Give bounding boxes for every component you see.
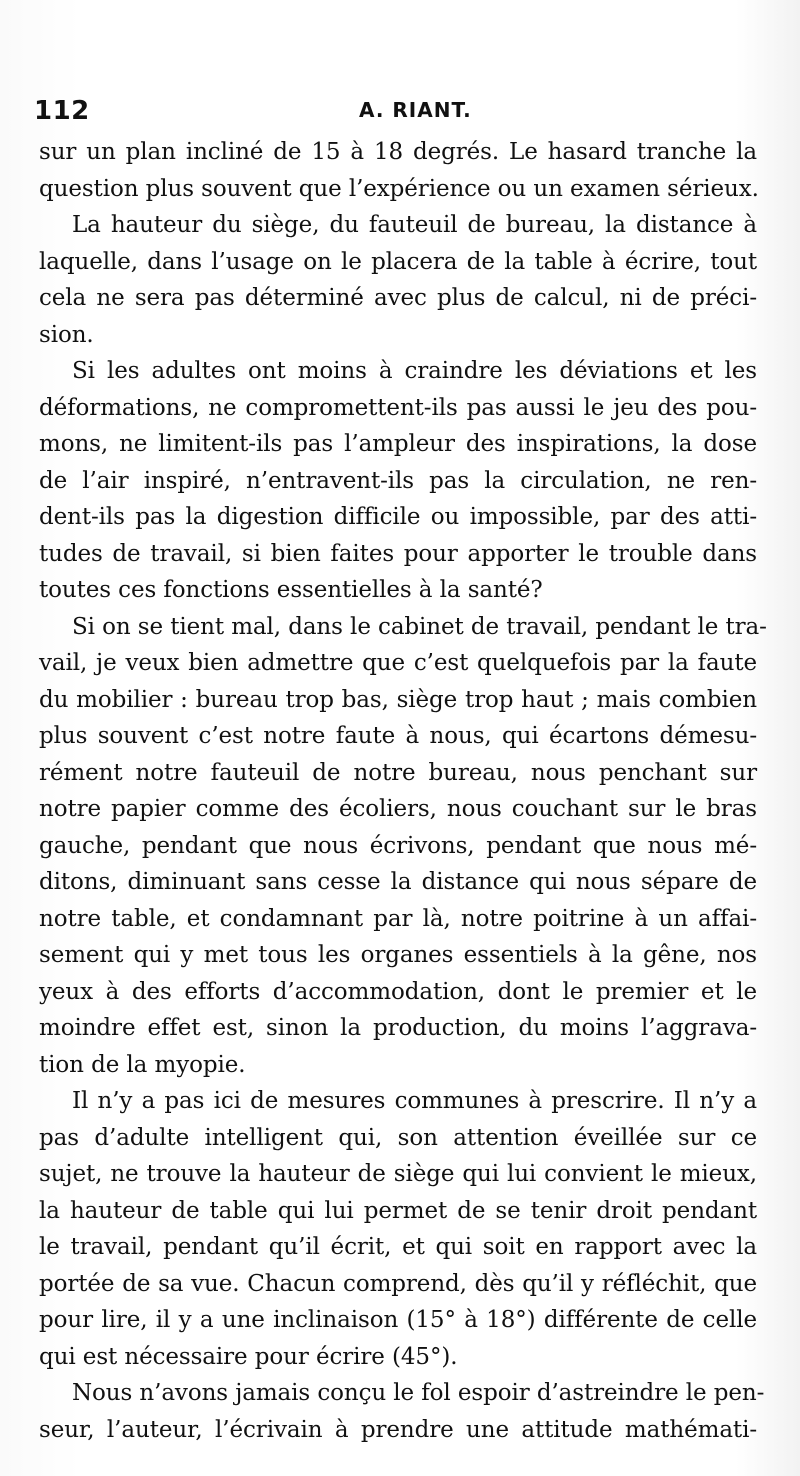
text-line: pour lire, il y a une inclinaison (15° à 18°) différente de celle — [39, 1307, 757, 1333]
text-line: question plus souvent que l’expérience ou un examen sérieux. — [39, 175, 759, 202]
running-head — [34, 96, 774, 130]
text-line: mons, ne limitent-ils pas l’ampleur des inspirations, la dose — [39, 431, 757, 457]
body-text — [39, 134, 767, 1448]
text-line: seur, l’auteur, l’écrivain à prendre une attitude mathémati- — [39, 1416, 757, 1443]
text-line: cela ne sera pas déterminé avec plus de calcul, ni de préci- — [39, 285, 757, 311]
text-line: ditons, diminuant sans cesse la distance qui nous sépare de — [39, 869, 757, 895]
text-line: portée de sa vue. Chacun comprend, dès qu’il y réfléchit, que — [39, 1270, 757, 1297]
text-line: Si on se tient mal, dans le cabinet de travail, pendant le tra- — [72, 613, 767, 640]
text-line: moindre effet est, sinon la production, du moins l’aggrava- — [39, 1015, 757, 1041]
text-line: Il n’y a pas ici de mesures communes à prescrire. Il n’y a — [72, 1088, 757, 1114]
text-line: du mobilier : bureau trop bas, siège trop haut ; mais combien — [39, 686, 757, 713]
text-line: sujet, ne trouve la hauteur de siège qui lui convient le mieux, — [39, 1161, 757, 1187]
text-line: notre papier comme des écoliers, nous couchant sur le bras — [39, 796, 757, 822]
text-line: sement qui y met tous les organes essentiels à la gêne, nos — [39, 942, 757, 968]
text-line: plus souvent c’est notre faute à nous, qui écartons démesu- — [39, 723, 757, 749]
text-line: yeux à des efforts d’accommodation, dont le premier et le — [39, 978, 757, 1005]
text-line: de l’air inspiré, n’entravent-ils pas la circulation, ne ren- — [39, 467, 757, 494]
text-line: le travail, pendant qu’il écrit, et qui soit en rapport avec la — [39, 1234, 757, 1260]
text-line: dent-ils pas la digestion difficile ou impossible, par des atti- — [39, 504, 757, 530]
page-number: 112 — [34, 96, 90, 126]
text-line: qui est nécessaire pour écrire (45°). — [39, 1343, 458, 1370]
text-line: Si les adultes ont moins à craindre les déviations et les — [72, 358, 757, 384]
text-line: rément notre fauteuil de notre bureau, nous penchant sur — [39, 759, 757, 786]
text-line: la hauteur de table qui lui permet de se tenir droit pendant — [39, 1197, 757, 1224]
text-line: notre table, et condamnant par là, notre poitrine à un affai- — [39, 905, 757, 932]
text-line: toutes ces fonctions essentielles à la santé? — [39, 577, 543, 603]
text-line: Nous n’avons jamais conçu le fol espoir d’astreindre le pen- — [72, 1380, 765, 1406]
text-line: pas d’adulte intelligent qui, son attention éveillée sur ce — [39, 1124, 757, 1151]
text-line: tion de la myopie. — [39, 1051, 246, 1078]
text-line: sion. — [39, 321, 94, 348]
running-title: A. RIANT. — [359, 98, 472, 122]
text-line: gauche, pendant que nous écrivons, pendant que nous mé- — [39, 832, 757, 859]
text-line: sur un plan incliné de 15 à 18 degrés. Le hasard tranche la — [39, 139, 757, 165]
text-line: vail, je veux bien admettre que c’est quelquefois par la faute — [39, 650, 757, 676]
text-line: La hauteur du siège, du fauteuil de bureau, la distance à — [72, 212, 757, 238]
text-line: laquelle, dans l’usage on le placera de la table à écrire, tout — [39, 248, 757, 275]
text-line: tudes de travail, si bien faites pour apporter le trouble dans — [39, 540, 757, 567]
text-line: déformations, ne compromettent-ils pas aussi le jeu des pou- — [39, 394, 757, 421]
